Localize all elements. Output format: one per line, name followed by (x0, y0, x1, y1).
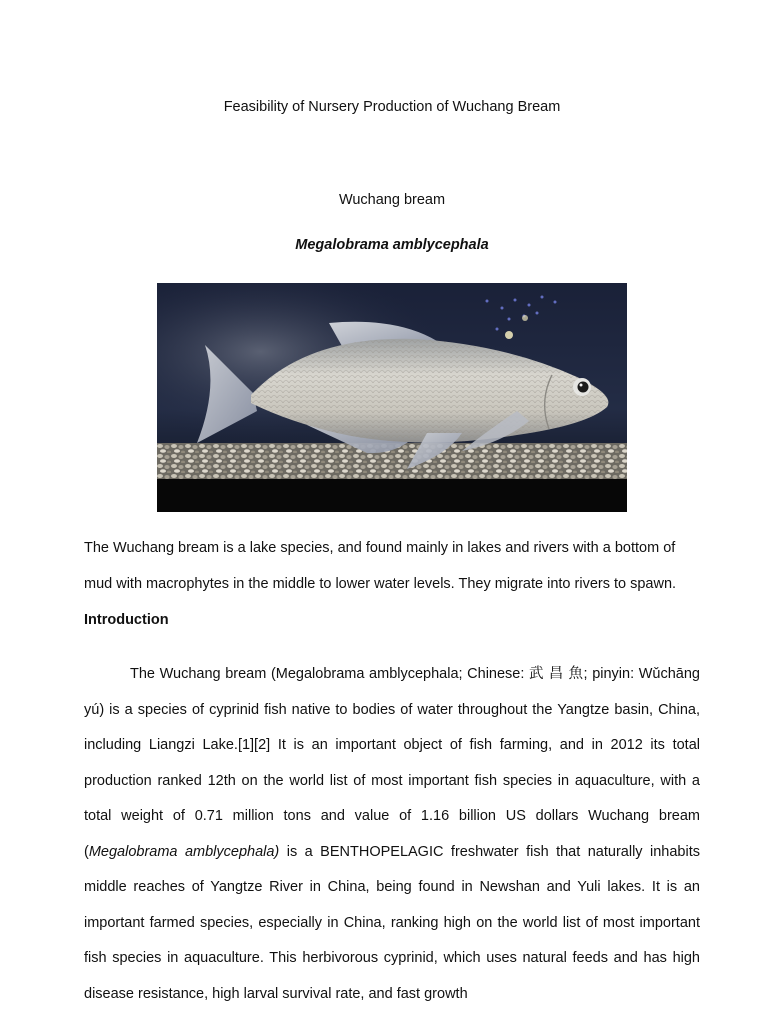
scientific-name-heading: Megalobrama amblycephala (295, 237, 489, 253)
introduction-text-part1: The Wuchang bream (Megalobrama amblycephala; Chinese: 武 昌 魚; pinyin: Wǔchāng yú) is a species of cyprinid fish native to bodies of water throughout the Yangtze basin, China, including Liangzi Lake.[1][2] It is an important object of fish farming, and in 2012 its total production ranked 12th on the world list of most important fish species in aquaculture, with a total weight of 0.71 million tons and value of 1.16 billion US dollars Wuchang bream ( (84, 666, 700, 860)
introduction-heading: Introduction (84, 612, 169, 628)
introduction-paragraph (84, 657, 700, 1012)
habitat-paragraph: The Wuchang bream is a lake species, and found mainly in lakes and rivers with a bottom of mud with macrophytes in the middle to lower water levels. They migrate into rivers to spawn. (84, 540, 677, 592)
document-title: Feasibility of Nursery Production of Wuchang Bream (223, 99, 561, 115)
introduction-scientific-name: Megalobrama amblycephala) (88, 843, 280, 860)
fish-photo (157, 283, 627, 512)
common-name-heading: Wuchang bream (338, 192, 446, 208)
fish-illustration (157, 283, 627, 512)
introduction-text-part2: is a BENTHOPELAGIC freshwater fish that naturally inhabits middle reaches of Yangtze River in China, being found in Newshan and Yuli lakes. It is an important farmed species, especially in China, ranking high on the world list of most important fish species in aquaculture. This herbivorous cyprinid, which uses natural feeds and has high disease resistance, high larval survival rate, and fast growth (84, 843, 700, 1002)
